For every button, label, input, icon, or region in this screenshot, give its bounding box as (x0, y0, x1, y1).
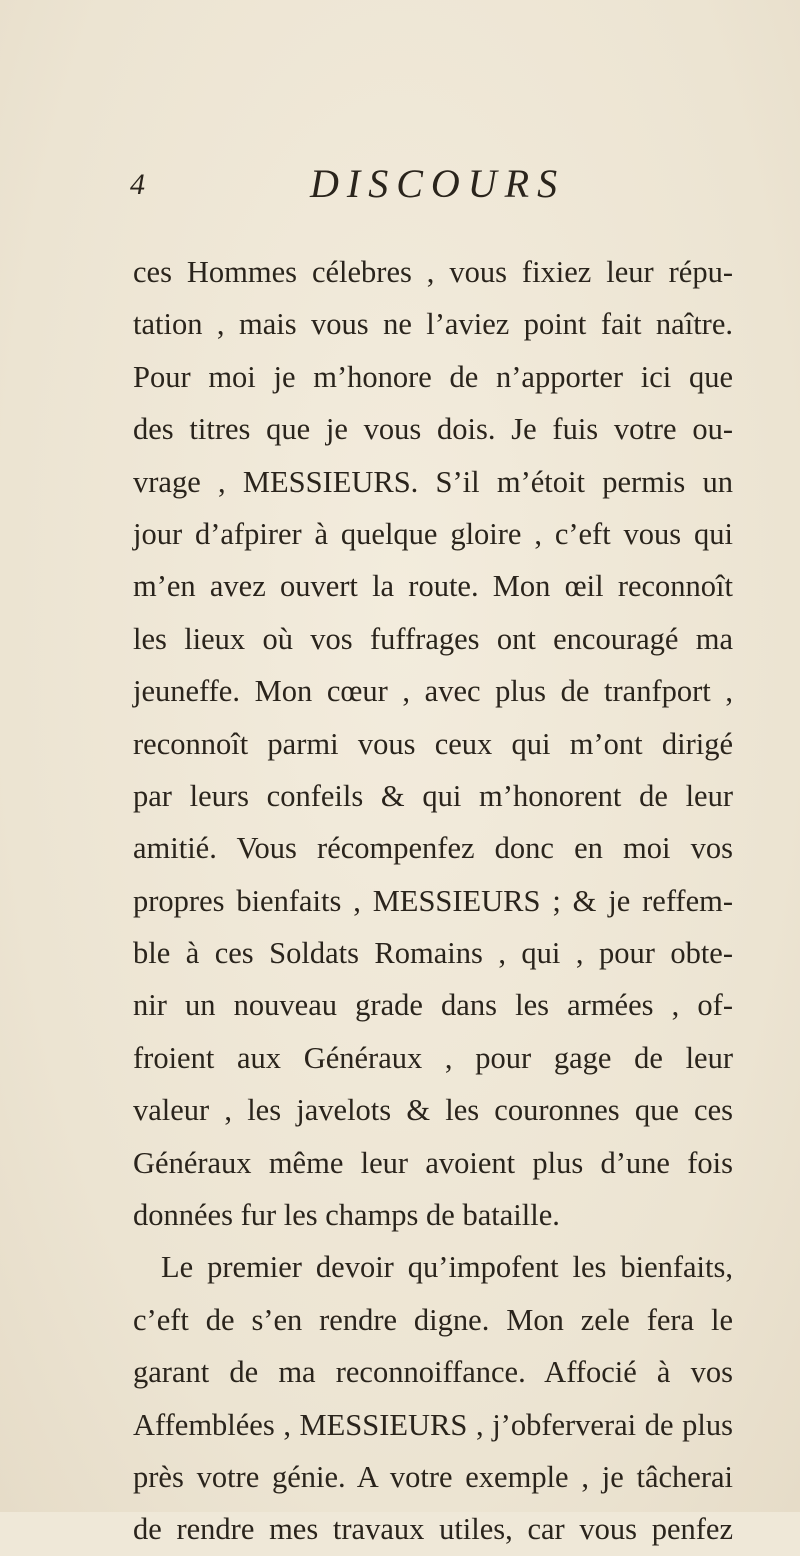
text-line: Généraux même leur avoient plus d’une fois (133, 1145, 733, 1180)
text-line: jeuneffe. Mon cœur , avec plus de tranfport , (133, 674, 733, 709)
text-line: garant de ma reconnoiffance. Affocié à vos (133, 1355, 733, 1390)
body-text (133, 246, 733, 1556)
running-head: DISCOURS (310, 161, 566, 206)
text-line: reconnoît parmi vous ceux qui m’ont dirigé (133, 726, 733, 761)
page-number: 4 (130, 168, 145, 201)
text-line: valeur , les javelots & les couronnes que ces (133, 1093, 733, 1128)
text-line: c’eft de s’en rendre digne. Mon zele fera le (133, 1302, 733, 1337)
text-line: par leurs confeils & qui m’honorent de leur (133, 778, 733, 813)
text-line: amitié. Vous récompenfez donc en moi vos (133, 831, 733, 866)
text-line: ces Hommes célebres , vous fixiez leur répu- (133, 255, 733, 289)
text-line: jour d’afpirer à quelque gloire , c’eft vous qui (133, 516, 733, 551)
text-line: données fur les champs de bataille. (133, 1198, 560, 1233)
page-header (130, 160, 690, 220)
text-line: tation , mais vous ne l’aviez point fait naître. (133, 307, 733, 342)
text-line: vrage , MESSIEURS. S’il m’étoit permis un (133, 464, 733, 499)
text-line: Pour moi je m’honore de n’apporter ici que (133, 359, 733, 394)
text-line: de rendre mes travaux utiles, car vous penfez (133, 1512, 733, 1547)
text-line: froient aux Généraux , pour gage de leur (133, 1040, 733, 1075)
text-line: près votre génie. A votre exemple , je tâcherai (133, 1459, 733, 1494)
paragraph-start-line: Le premier devoir qu’impofent les bienfaits, (161, 1250, 733, 1285)
text-line: propres bienfaits , MESSIEURS ; & je reffem- (133, 883, 733, 918)
text-line: Affemblées , MESSIEURS , j’obferverai de plus (133, 1407, 733, 1442)
text-line: nir un nouveau grade dans les armées , of- (133, 988, 733, 1023)
text-line: m’en avez ouvert la route. Mon œil reconnoît (133, 569, 733, 604)
text-line: des titres que je vous dois. Je fuis votre ou- (133, 412, 733, 447)
text-line: les lieux où vos fuffrages ont encouragé ma (133, 621, 733, 656)
text-line: ble à ces Soldats Romains , qui , pour obte- (133, 936, 733, 971)
